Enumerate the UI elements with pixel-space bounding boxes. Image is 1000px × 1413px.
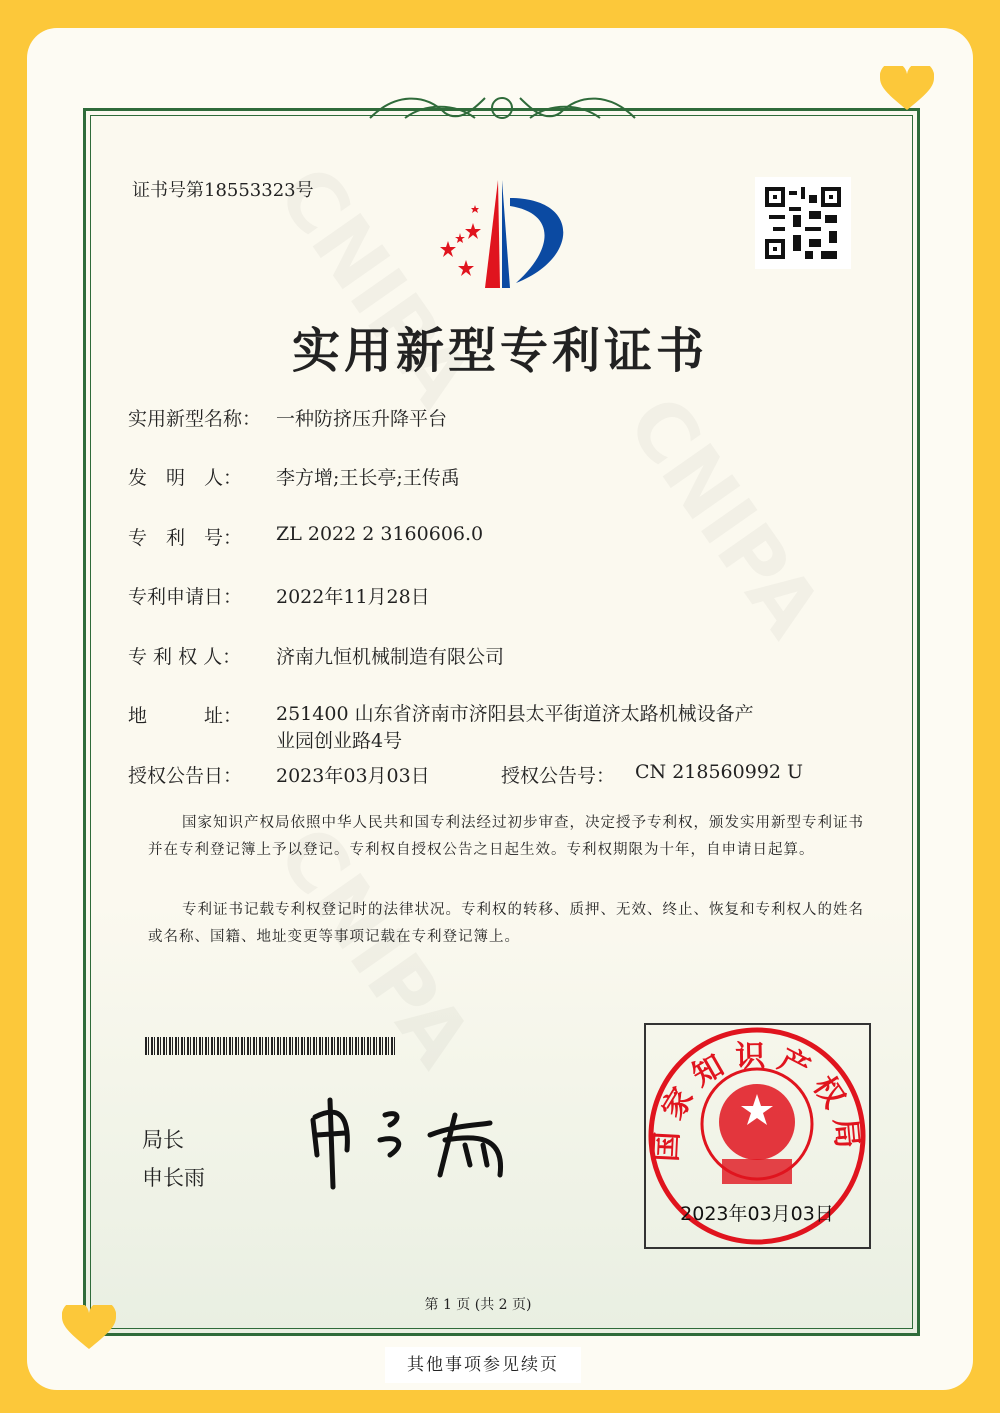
field-filing-date [128, 582, 430, 609]
official-seal [647, 1024, 869, 1248]
seal-text: 国家知识产权局 [649, 1038, 866, 1163]
field-patent-number [128, 523, 483, 550]
field-label: 地 址： [128, 705, 243, 727]
qr-code[interactable] [755, 177, 851, 269]
field-inventors [128, 463, 460, 490]
continued-note[interactable]: 其他事项参见续页 [385, 1347, 581, 1383]
page-info: 第 1 页 (共 2 页) [424, 1297, 532, 1313]
director-name: 申长雨 [142, 1166, 205, 1190]
barcode [145, 1037, 397, 1055]
field-value: CN 218560992 U [635, 761, 804, 783]
heart-icon [880, 66, 934, 112]
field-label: 发 明 人： [128, 467, 243, 489]
certificate-number: 证书号第18553323号 [132, 180, 314, 201]
field-value: 业园创业路4号 [276, 730, 403, 752]
field-value: ZL 2022 2 3160606.0 [276, 523, 484, 545]
page-title: 实用新型专利证书 [291, 323, 708, 379]
cnipa-logo-icon [430, 178, 575, 290]
field-value: 一种防挤压升降平台 [276, 408, 448, 430]
field-value: 李方增;王长亭;王传禹 [276, 467, 460, 489]
field-value: 济南九恒机械制造有限公司 [276, 646, 505, 668]
director-title: 局长 [142, 1128, 184, 1152]
field-label: 专 利 号： [128, 527, 243, 549]
paragraph: 国家知识产权局依照中华人民共和国专利法经过初步审查，决定授予专利权，颁发实用新型专利证书并在专利登记簿上予以登记。专利权自授权公告之日起生效。专利权期限为十年，自申请日起算。 [148, 815, 864, 858]
field-address [128, 701, 754, 755]
field-value: 2023年03月03日 [276, 765, 430, 787]
field-label: 实用新型名称： [128, 408, 262, 430]
field-grant-date [128, 761, 430, 788]
signature [305, 1095, 520, 1190]
ornament-icon [365, 88, 640, 128]
field-patentee [128, 642, 504, 669]
paragraph: 专利证书记载专利权登记时的法律状况。专利权的转移、质押、无效、终止、恢复和专利权人的姓名或名称、国籍、地址变更等事项记载在专利登记簿上。 [148, 902, 864, 945]
field-label: 授权公告号： [501, 765, 616, 787]
field-label: 专利申请日： [128, 586, 243, 608]
field-value: 251400 山东省济南市济阳县太平街道济太路机械设备产 [276, 703, 754, 725]
field-name [128, 404, 447, 431]
field-value: 2022年11月28日 [276, 586, 430, 608]
field-label: 专 利 权 人： [128, 646, 242, 668]
seal-date: 2023年03月03日 [680, 1203, 834, 1225]
field-announcement-number [501, 761, 803, 788]
field-label: 授权公告日： [128, 765, 243, 787]
